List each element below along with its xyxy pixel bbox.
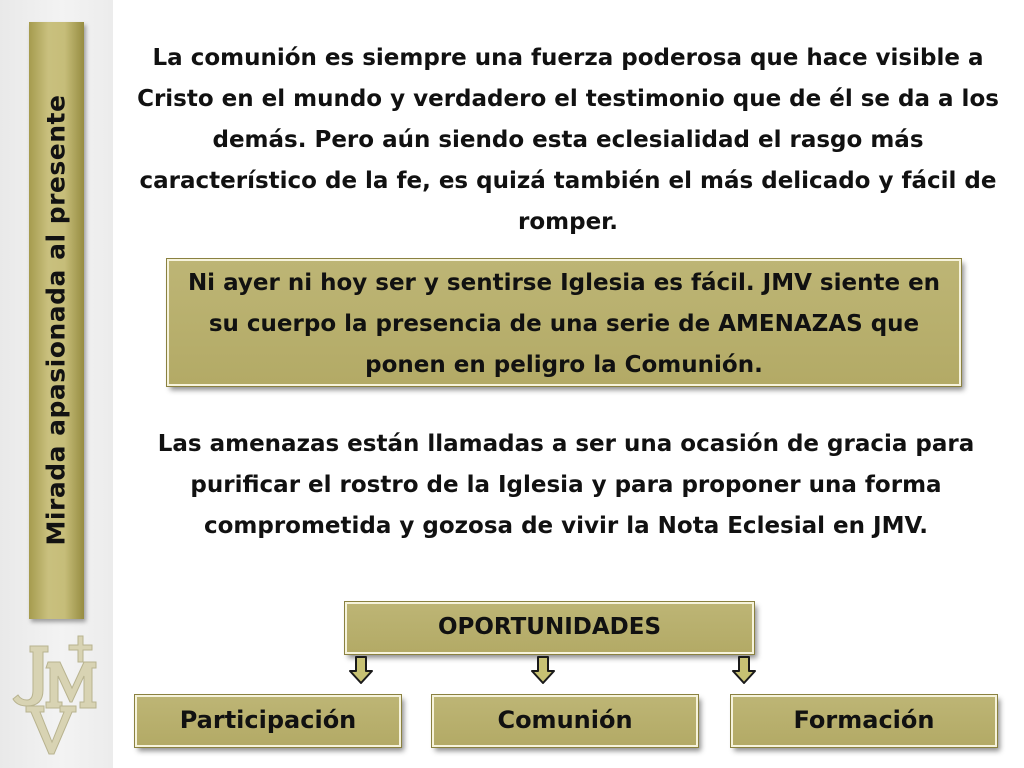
sidebar bbox=[0, 0, 113, 768]
down-arrow-icon bbox=[531, 656, 555, 684]
formacion-box: Formación bbox=[731, 695, 997, 747]
vertical-title: Mirada apasionada al presente bbox=[41, 94, 71, 546]
jmv-logo bbox=[8, 632, 110, 760]
intro-paragraph: La comunión es siempre una fuerza poderosa que hace visible a Cristo en el mundo y verdadero el testimonio que de él se da a los demás. Pero aún siendo esta eclesialidad el rasgo más característico de la fe, es quizá también el más delicado y fácil de romper. bbox=[137, 45, 999, 235]
threats-highlight-box: Ni ayer ni hoy ser y sentirse Iglesia es fácil. JMV siente en su cuerpo la presencia de una serie de AMENAZAS que ponen en peligro la Comunión. bbox=[167, 259, 961, 386]
down-arrow-icon bbox=[349, 656, 373, 684]
oportunidades-box: OPORTUNIDADES bbox=[345, 602, 754, 654]
participacion-box: Participación bbox=[135, 695, 401, 747]
down-arrow-icon bbox=[732, 656, 756, 684]
opportunity-paragraph: Las amenazas están llamadas a ser una ocasión de gracia para purificar el rostro de la Iglesia y para proponer una forma comprometida y gozosa de vivir la Nota Eclesial en JMV. bbox=[157, 431, 975, 539]
comunion-box: Comunión bbox=[432, 695, 698, 747]
